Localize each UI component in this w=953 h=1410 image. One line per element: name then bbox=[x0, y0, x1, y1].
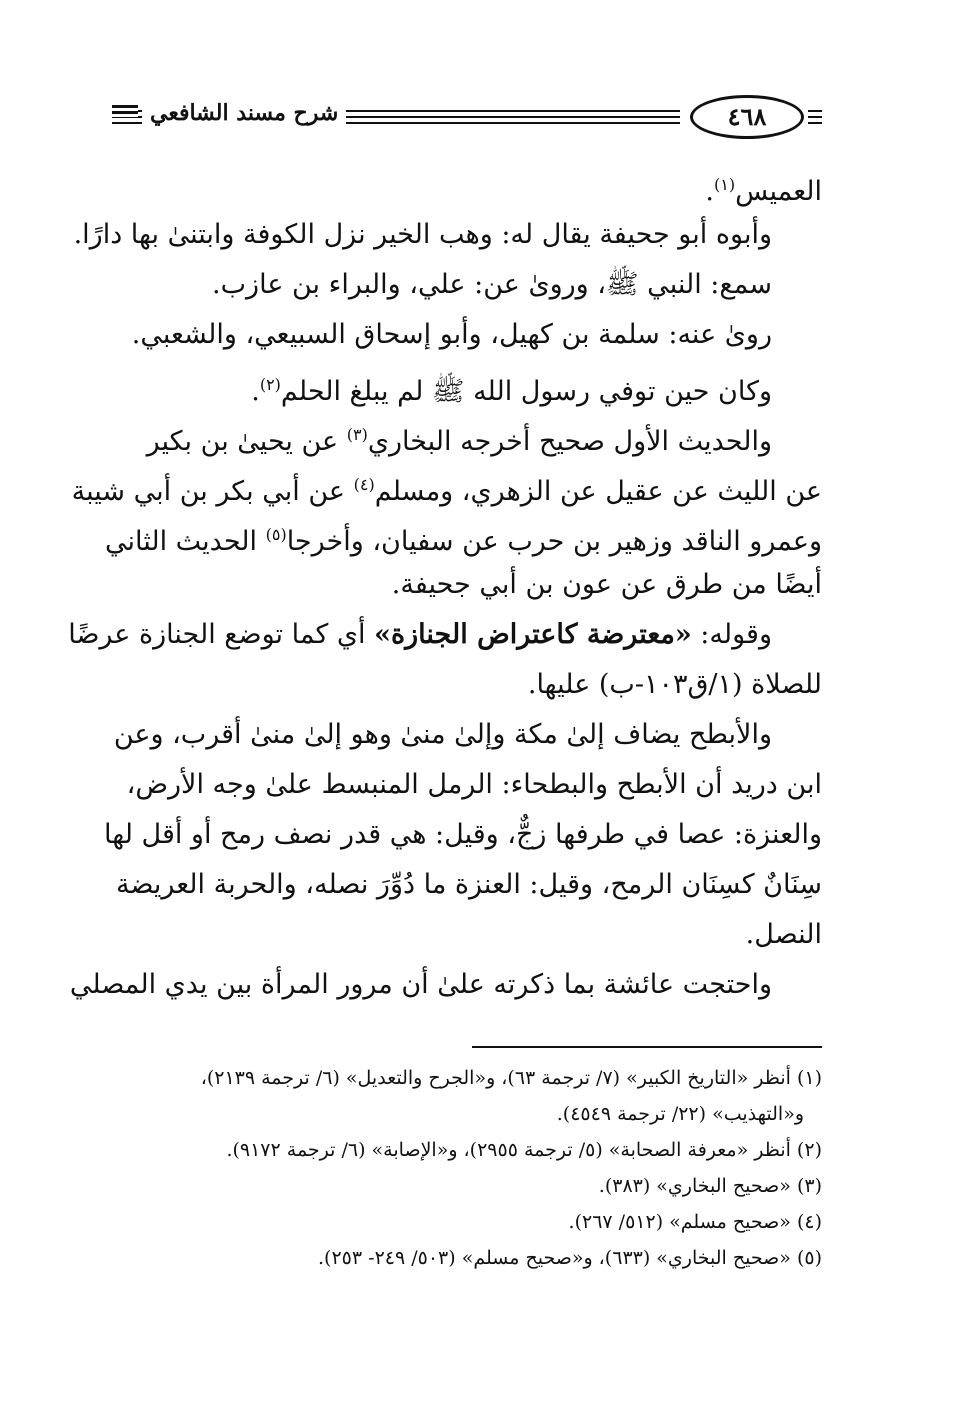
footnote-ref: (٢) bbox=[259, 375, 281, 394]
footnote: (١) أنظر «التاريخ الكبير» (٧/ ترجمة ٦٣)، و«الجرح والتعديل» (٦/ ترجمة ٢١٣٩)، bbox=[200, 1067, 822, 1089]
text-line: النصل. bbox=[745, 919, 822, 950]
text-line: والحديث الأول صحيح أخرجه البخاري$^{(٣)}$ عن يحيىٰ بن بكير bbox=[146, 425, 772, 457]
footnote: (٣) «صحيح البخاري» (٣٨٣). bbox=[598, 1175, 822, 1197]
main-text bbox=[68, 160, 822, 1010]
quoted-phrase: «معترضة كاعتراض الجنازة» bbox=[374, 619, 692, 650]
page-number-frame bbox=[680, 95, 808, 137]
text-line: سمع: النبي ﷺ، وروىٰ عن: علي، والبراء بن عازب. bbox=[212, 269, 772, 300]
page-header bbox=[112, 92, 822, 140]
header-ornament bbox=[112, 102, 138, 117]
text-line: روىٰ عنه: سلمة بن كهيل، وأبو إسحاق السبيعي، والشعبي. bbox=[131, 319, 772, 350]
footnote: (٤) «صحيح مسلم» (٥١٢/ ٢٦٧). bbox=[568, 1211, 822, 1233]
footnote-ref: (٥) bbox=[265, 525, 287, 544]
text-line: والعنزة: عصا في طرفها زجٌّ، وقيل: هي قدر نصف رمح أو أقل لها bbox=[104, 819, 822, 850]
footnote-continuation: و«التهذيب» (٢٢/ ترجمة ٤٥٤٩). bbox=[556, 1103, 804, 1125]
page-number: ٤٦٨ bbox=[690, 95, 804, 139]
text-line: سِنَانٌ كسِنَان الرمح، وقيل: العنزة ما دُوِّرَ نصله، والحربة العريضة bbox=[115, 869, 822, 900]
footnote-ref: (٤) bbox=[353, 475, 375, 494]
text-line: العميس$^{(١)}$. bbox=[705, 175, 822, 207]
footnote: (٢) أنظر «معرفة الصحابة» (٥/ ترجمة ٢٩٥٥)، و«الإصابة» (٦/ ترجمة ٩١٧٢). bbox=[226, 1139, 822, 1161]
text-line: والأبطح يضاف إلىٰ مكة وإلىٰ منىٰ وهو إلىٰ منىٰ أقرب، وعن bbox=[113, 719, 772, 750]
text-line: وأبوه أبو جحيفة يقال له: وهب الخير نزل الكوفة وابتنىٰ بها دارًا. bbox=[73, 219, 772, 250]
text-line: أيضًا من طرق عن عون بن أبي جحيفة. bbox=[391, 569, 822, 600]
text-line: عن الليث عن عقيل عن الزهري، ومسلم$^{(٤)}$ عن أبي بكر بن أبي شيبة bbox=[71, 475, 822, 507]
text-line: وكان حين توفي رسول الله ﷺ لم يبلغ الحلم$^{(٢)}$. bbox=[251, 375, 772, 407]
text-line: ابن دريد أن الأبطح والبطحاء: الرمل المنبسط علىٰ وجه الأرض، bbox=[126, 769, 822, 800]
text-line: وعمرو الناقد وزهير بن حرب عن سفيان، وأخرجا$^{(٥)}$ الحديث الثاني bbox=[104, 525, 822, 557]
text-line: للصلاة (١/ق١٠٣-ب) عليها. bbox=[527, 669, 822, 700]
footnote: (٥) «صحيح البخاري» (٦٣٣)، و«صحيح مسلم» (٥٠٣/ ٢٤٩- ٢٥٣). bbox=[318, 1247, 822, 1269]
running-title: شرح مسند الشافعي bbox=[142, 100, 346, 126]
footnote-separator bbox=[472, 1046, 822, 1048]
footnote-ref: (١) bbox=[713, 175, 736, 194]
footnotes bbox=[112, 1060, 822, 1276]
text-line: واحتجت عائشة بما ذكرته علىٰ أن مرور المرأة بين يدي المصلي bbox=[69, 969, 772, 1000]
footnote-ref: (٣) bbox=[346, 425, 368, 444]
text-line: وقوله: «معترضة كاعتراض الجنازة» أي كما توضع الجنازة عرضًا bbox=[68, 619, 772, 650]
